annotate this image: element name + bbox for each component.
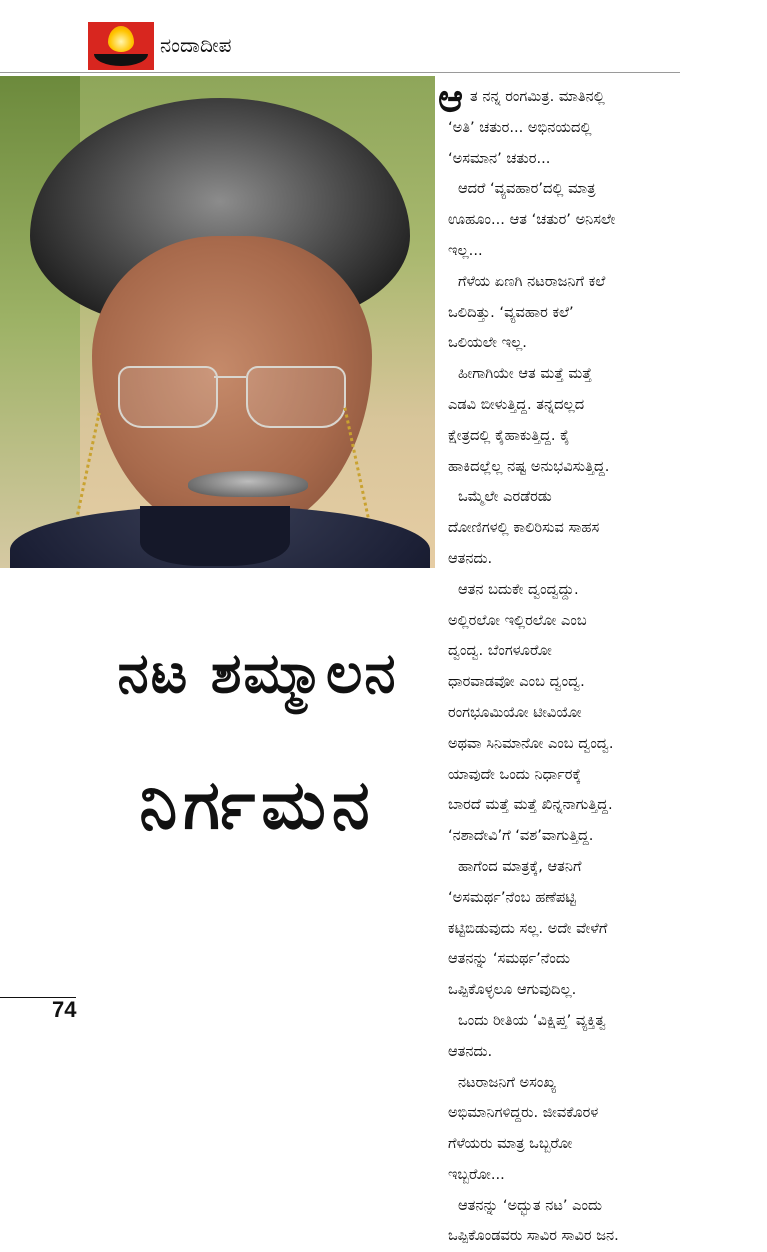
header-divider xyxy=(0,72,680,73)
article-line: ‘ಅಸಮಾನ’ ಚತುರ... xyxy=(448,149,551,167)
page-number: 74 xyxy=(52,997,77,1022)
article-line: ಒಮ್ಮೆಲೇ ಎರಡೆರಡು xyxy=(458,488,552,506)
photo-collar xyxy=(140,506,290,566)
article-line: ಎಡವಿ ಬೀಳುತ್ತಿದ್ದ. ತನ್ನದಲ್ಲದ xyxy=(448,395,585,413)
article-body xyxy=(448,82,688,1252)
article-line: ಒಪ್ಪಿಕೊಂಡವರು ಸಾವಿರ ಸಾವಿರ ಜನ. xyxy=(448,1227,619,1245)
glasses-bridge xyxy=(214,376,246,378)
photo-background xyxy=(0,76,80,568)
article-line: ಅಲ್ಲಿರಲೋ ಇಲ್ಲಿರಲೋ ಎಂಬ xyxy=(448,611,587,629)
article-line: ಹಾಕಿದಲ್ಲೆಲ್ಲ ನಷ್ಟ ಅನುಭವಿಸುತ್ತಿದ್ದ. xyxy=(448,457,610,475)
drop-cap: ಆ xyxy=(438,76,464,120)
lamp-flame-icon xyxy=(108,26,134,52)
article-line: ಆತನನ್ನು ‘ಸಮರ್ಥ’ನೆಂದು xyxy=(448,950,570,968)
article-line: ದ್ವಂದ್ವ. ಬೆಂಗಳೂರೋ xyxy=(448,642,552,660)
article-line: ಒಂದು ರೀತಿಯ ‘ವಿಕ್ಷಿಪ್ತ’ ವ್ಯಕ್ತಿತ್ವ xyxy=(458,1011,606,1029)
article-line: ಕಟ್ಟಿಬಿಡುವುದು ಸಲ್ಲ. ಅದೇ ವೇಳೆಗೆ xyxy=(448,919,608,937)
article-line: ಆತನನ್ನು ‘ಅದ್ಭುತ ನಟ’ ಎಂದು xyxy=(458,1196,603,1214)
article-line: ಗೆಳೆಯ ಏಣಗಿ ನಟರಾಜನಿಗೆ ಕಲೆ xyxy=(458,272,606,290)
article-line: ಇಲ್ಲ... xyxy=(448,241,483,259)
article-line: ಬಾರದೆ ಮತ್ತೆ ಮತ್ತೆ ಖಿನ್ನನಾಗುತ್ತಿದ್ದ. xyxy=(448,796,613,814)
article-line: ತ ನನ್ನ ರಂಗಮಿತ್ರ. ಮಾತಿನಲ್ಲಿ xyxy=(470,88,605,105)
article-line: ಆತನದು. xyxy=(448,1042,493,1060)
article-line: ಆತನದು. xyxy=(448,549,493,567)
article-line: ‘ಅತಿ’ ಚತುರ... ಅಭಿನಯದಲ್ಲಿ xyxy=(448,118,592,136)
article-line: ಧಾರವಾಡವೋ ಎಂಬ ದ್ವಂದ್ವ. xyxy=(448,673,585,691)
lamp-base-icon xyxy=(94,54,148,66)
article-line: ‘ಅಸಮರ್ಥ’ನೆಂಬ ಹಣೆಪಟ್ಟಿ xyxy=(448,888,576,906)
article-line: ಹಾಗೆಂದ ಮಾತ್ರಕ್ಕೆ, ಆತನಿಗೆ xyxy=(458,857,582,875)
portrait-photo xyxy=(0,76,435,568)
article-line: ಅಥವಾ ಸಿನಿಮಾನೋ ಎಂಬ ದ್ವಂದ್ವ. xyxy=(448,734,614,752)
article-line: ಕ್ಷೇತ್ರದಲ್ಲಿ ಕೈಹಾಕುತ್ತಿದ್ದ. ಕೈ xyxy=(448,426,570,444)
magazine-logo xyxy=(88,22,154,70)
article-title-line-1: ನಟ ಶಮ್ಮಾಲನ xyxy=(117,640,398,706)
article-line: ಒಲಿಯಲೇ ಇಲ್ಲ. xyxy=(448,334,527,352)
article-line: ಆದರೆ ‘ವ್ಯವಹಾರ’ದಲ್ಲಿ ಮಾತ್ರ xyxy=(458,180,596,198)
article-title-line-2: ನಿರ್ಗಮನ xyxy=(139,765,376,845)
photo-mustache xyxy=(188,471,308,497)
glasses-right-lens xyxy=(246,366,346,428)
article-line: ಊಹೂಂ... ಆತ ‘ಚತುರ’ ಅನಿಸಲೇ xyxy=(448,211,616,229)
article-line: ಇಬ್ಬರೋ... xyxy=(448,1165,505,1183)
article-line: ಯಾವುದೇ ಒಂದು ನಿರ್ಧಾರಕ್ಕೆ xyxy=(448,765,582,783)
magazine-name: ನಂದಾದೀಪ xyxy=(160,33,232,57)
article-line: ಆತನ ಬದುಕೇ ದ್ವಂದ್ವದ್ದು. xyxy=(458,580,579,598)
article-line: ನಟರಾಜನಿಗೆ ಅಸಂಖ್ಯ xyxy=(458,1073,557,1091)
article-line: ದೋಣಿಗಳಲ್ಲಿ ಕಾಲಿರಿಸುವ ಸಾಹಸ xyxy=(448,519,600,537)
article-line: ಒಲಿದಿತ್ತು. ‘ವ್ಯವಹಾರ ಕಲೆ’ xyxy=(448,303,574,321)
article-line: ಗೆಳೆಯರು ಮಾತ್ರ ಒಬ್ಬರೋ xyxy=(448,1135,573,1153)
article-line: ಅಭಿಮಾನಿಗಳಿದ್ದರು. ಜೀವಕೊರಳ xyxy=(448,1104,599,1122)
article-line: ಒಪ್ಪಿಕೊಳ್ಳಲೂ ಆಗುವುದಿಲ್ಲ. xyxy=(448,981,577,999)
article-line: ಹೀಗಾಗಿಯೇ ಆತ ಮತ್ತೆ ಮತ್ತೆ xyxy=(458,365,592,383)
glasses-left-lens xyxy=(118,366,218,428)
article-line: ರಂಗಭೂಮಿಯೋ ಟೀವಿಯೋ xyxy=(448,703,582,721)
article-line: ‘ನಶಾದೇವಿ’ಗೆ ‘ವಶ’ವಾಗುತ್ತಿದ್ದ. xyxy=(448,827,594,845)
